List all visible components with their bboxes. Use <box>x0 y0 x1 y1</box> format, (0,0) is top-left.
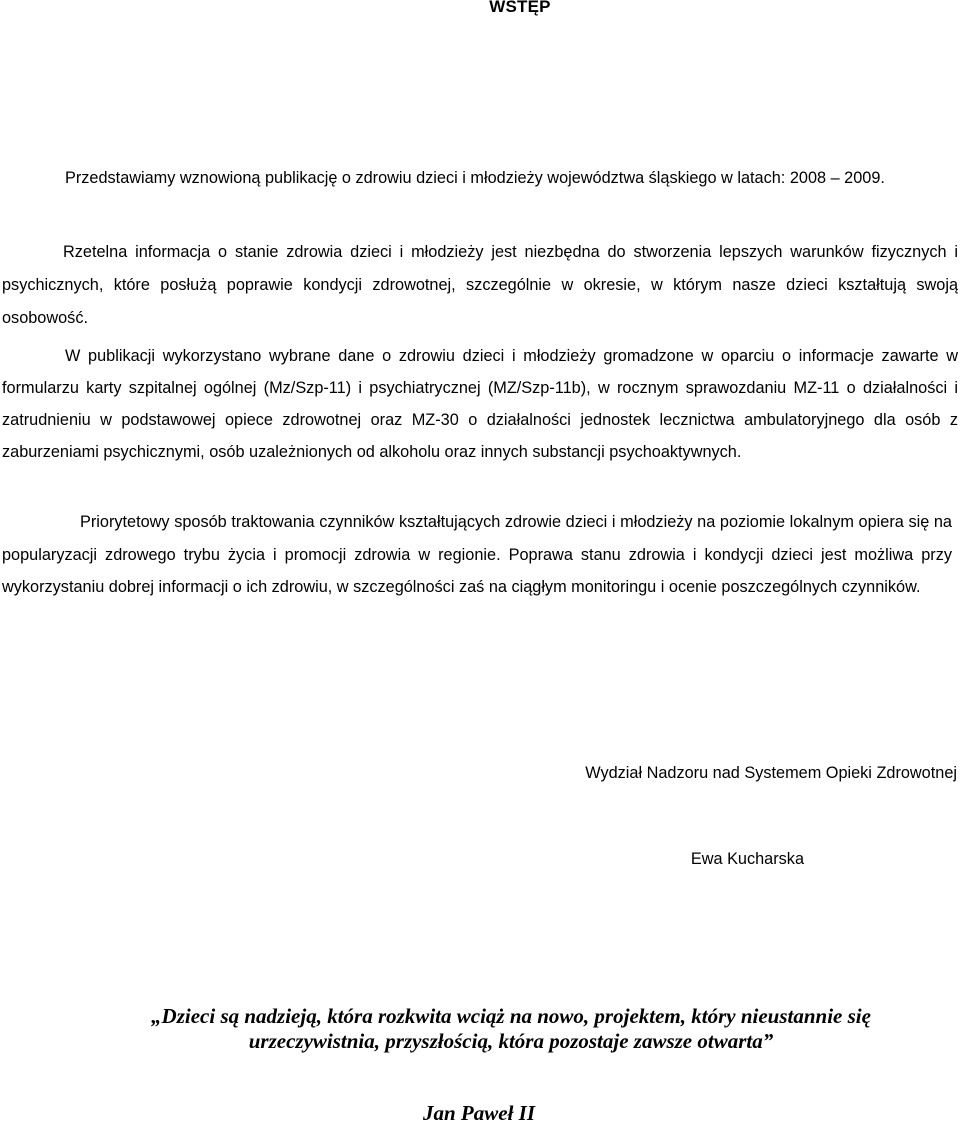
paragraph-text: Rzetelna informacja o stanie zdrowia dzieci i młodzieży jest niezbędna do stworzenia lepszych warunków fizycznych i psychicznych, które posłużą poprawie kondycji zdrowotnej, szczególnie w okresie, w którym nasze dzieci kształtują swoją osobowość. <box>2 243 958 327</box>
paragraph-text: W publikacji wykorzystano wybrane dane o zdrowiu dzieci i młodzieży gromadzone w oparciu o informacje zawarte w formularzu karty szpitalnej ogólnej (Mz/Szp-11) i psychiatrycznej (MZ/Szp-11b), w rocznym sprawozdaniu MZ-11 o działalności i zatrudnieniu w podstawowej opiece zdrowotnej oraz MZ-30 o działalności jednostek lecznictwa ambulatoryjnego dla osób z zaburzeniami psychicznymi, osób uzależnionych od alkoholu oraz innych substancji psychoaktywnych. <box>2 347 958 461</box>
paragraph-text: Priorytetowy sposób traktowania czynników kształtujących zdrowie dzieci i młodzieży na poziomie lokalnym opiera się na popularyzacji zdrowego trybu życia i promocji zdrowia w regionie. Poprawa stanu zdrowia i kondycji dzieci jest możliwa przy wykorzystaniu dobrej informacji o ich zdrowiu, w szczególności zaś na ciągłym monitoringu i ocenie poszczególnych czynników. <box>2 513 952 596</box>
paragraph-text: Przedstawiamy wznowioną publikację o zdrowiu dzieci i młodzieży województwa śląskiego w latach: 2008 – 2009. <box>65 169 885 187</box>
paragraph-information <box>2 236 958 335</box>
page-title: WSTĘP <box>489 0 551 16</box>
paragraph-data-sources <box>2 340 958 468</box>
paragraph-intro <box>2 162 958 194</box>
department-name: Wydział Nadzoru nad Systemem Opieki Zdrowotnej <box>585 764 957 782</box>
author-name: Ewa Kucharska <box>690 850 804 868</box>
quote-author: Jan Paweł II <box>422 1101 535 1125</box>
quote-line-1: „Dzieci są nadzieją, która rozkwita wciąż na nowo, projektem, który nieustannie się <box>151 1004 871 1028</box>
motto-quote <box>0 1004 960 1054</box>
paragraph-priorities <box>2 506 952 604</box>
quote-line-2: urzeczywistnia, przyszłością, która pozostaje zawsze otwarta” <box>248 1029 774 1053</box>
